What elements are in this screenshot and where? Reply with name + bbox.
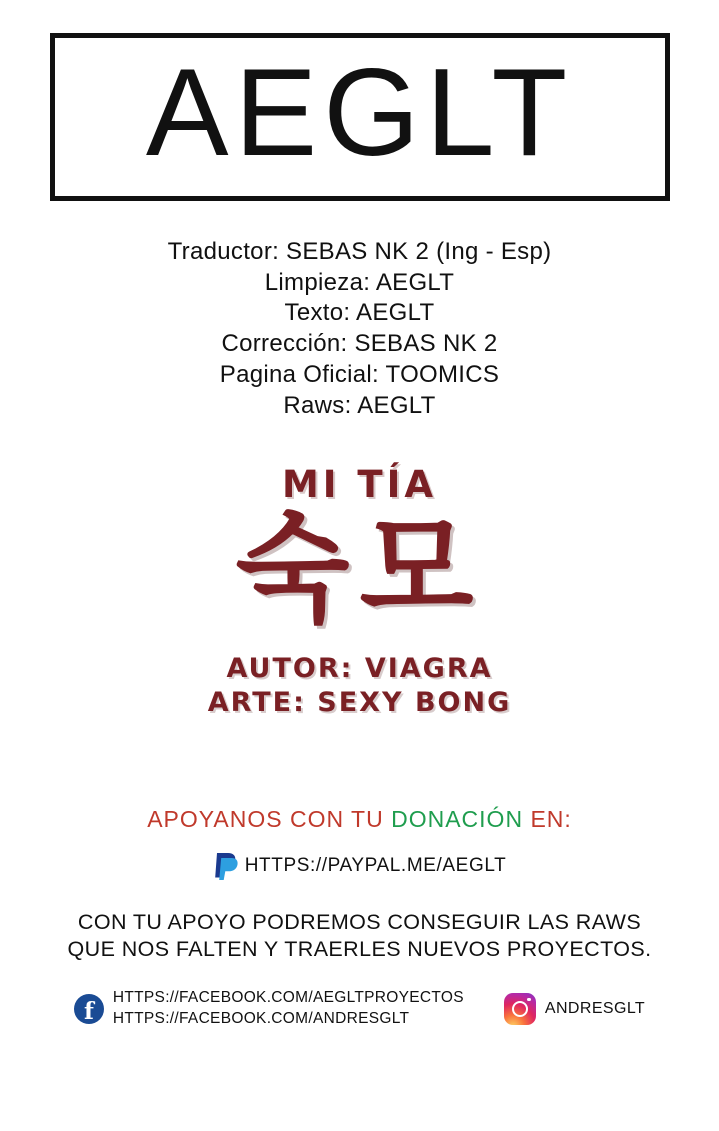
logo-text: AEGLT	[145, 44, 574, 182]
donation-heading-part1: APOYANOS CON TU	[147, 805, 392, 832]
facebook-link[interactable]: HTTPS://FACEBOOK.COM/AEGLTPROYECTOS	[112, 989, 464, 1007]
facebook-icon[interactable]: f	[74, 994, 104, 1024]
authors-block	[0, 652, 719, 720]
facebook-link[interactable]: HTTPS://FACEBOOK.COM/ANDRESGLT	[112, 1009, 410, 1027]
paypal-url[interactable]: HTTPS://PAYPAL.ME/AEGLT	[244, 854, 507, 876]
support-line: QUE NOS FALTEN Y TRAERLES NUEVOS PROYECTOS.	[67, 936, 652, 961]
credit-line: Corrección: SEBAS NK 2	[221, 330, 498, 358]
credit-line: Limpieza: AEGLT	[264, 268, 455, 296]
support-message	[0, 909, 719, 963]
donation-heading-part2: EN:	[523, 805, 572, 832]
title-spanish: MI TÍA	[281, 463, 438, 507]
artist-credit: ARTE: SEXY BONG	[207, 686, 512, 718]
credits-block	[0, 237, 719, 421]
title-block	[0, 463, 719, 719]
author-credit: AUTOR: VIAGRA	[226, 653, 493, 685]
support-line: CON TU APOYO PODREMOS CONSEGUIR LAS RAWS	[77, 909, 642, 934]
paypal-row[interactable]	[0, 851, 719, 881]
instagram-icon[interactable]	[504, 993, 536, 1025]
credit-line: Raws: AEGLT	[283, 391, 436, 419]
title-korean: 숙모	[235, 500, 484, 639]
credit-line: Pagina Oficial: TOOMICS	[219, 360, 500, 388]
facebook-group[interactable]	[74, 988, 464, 1028]
logo-banner	[50, 33, 670, 201]
instagram-handle[interactable]: ANDRESGLT	[544, 999, 646, 1017]
paypal-icon	[213, 851, 239, 881]
donation-heading	[0, 806, 719, 833]
credit-line: Traductor: SEBAS NK 2 (Ing - Esp)	[167, 238, 552, 265]
credit-line: Texto: AEGLT	[284, 299, 435, 327]
social-links	[0, 988, 719, 1028]
facebook-links[interactable]	[113, 988, 464, 1028]
instagram-group[interactable]	[504, 993, 645, 1025]
donation-heading-highlight: DONACIÓN	[391, 805, 524, 832]
